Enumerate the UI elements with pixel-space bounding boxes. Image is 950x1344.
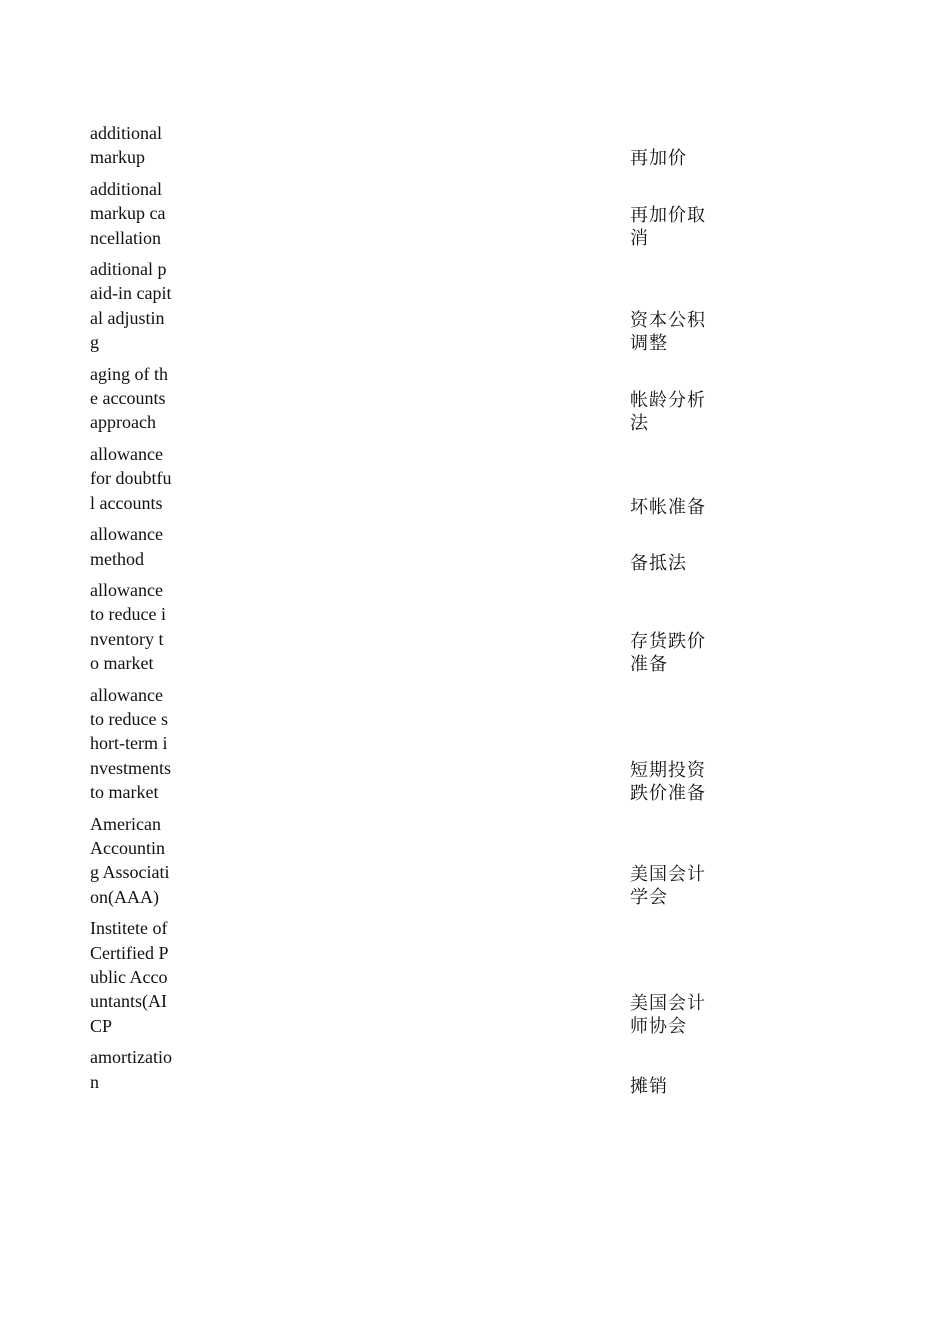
- term-chinese: 备抵法: [630, 552, 687, 574]
- term-english: aging of the accounts approach: [90, 363, 168, 433]
- term-chinese: 帐龄分析法: [630, 389, 706, 434]
- glossary-row: [90, 254, 710, 359]
- term-chinese: 美国会计学会: [630, 864, 706, 909]
- term-chinese: 坏帐准备: [630, 497, 706, 519]
- term-english: additional markup cancellation: [90, 178, 166, 248]
- glossary-row: [90, 680, 710, 809]
- term-english: aditional paid-in capital adjusting: [90, 259, 172, 353]
- glossary-row: [90, 519, 710, 575]
- glossary-row: [90, 174, 710, 254]
- glossary-row: [90, 913, 710, 1042]
- term-chinese: 美国会计师协会: [630, 993, 706, 1038]
- glossary-row: [90, 359, 710, 439]
- term-english: allowance to reduce short-term investments to market: [90, 684, 171, 803]
- term-chinese: 存货跌价准备: [630, 630, 706, 675]
- term-english: allowance method: [90, 524, 163, 569]
- term-english: allowance to reduce inventory to market: [90, 579, 166, 674]
- glossary-row: [90, 118, 710, 174]
- term-english: amortization: [90, 1047, 172, 1092]
- glossary-row: [90, 575, 710, 680]
- term-chinese: 短期投资跌价准备: [630, 759, 706, 804]
- glossary-row: [90, 809, 710, 914]
- term-chinese: 再加价: [630, 147, 687, 169]
- term-english: allowance for doubtful accounts: [90, 443, 172, 513]
- glossary-row: [90, 1042, 710, 1098]
- term-english: Institete of Certified Public Accountants(AICP: [90, 918, 169, 1036]
- glossary-row: [90, 439, 710, 519]
- term-chinese: 再加价取消: [630, 205, 706, 250]
- term-chinese: 摊销: [630, 1076, 668, 1098]
- term-english: American Accounting Association(AAA): [90, 813, 170, 907]
- term-chinese: 资本公积调整: [630, 309, 706, 354]
- glossary-table: [90, 118, 710, 1098]
- term-english: additional markup: [90, 123, 162, 168]
